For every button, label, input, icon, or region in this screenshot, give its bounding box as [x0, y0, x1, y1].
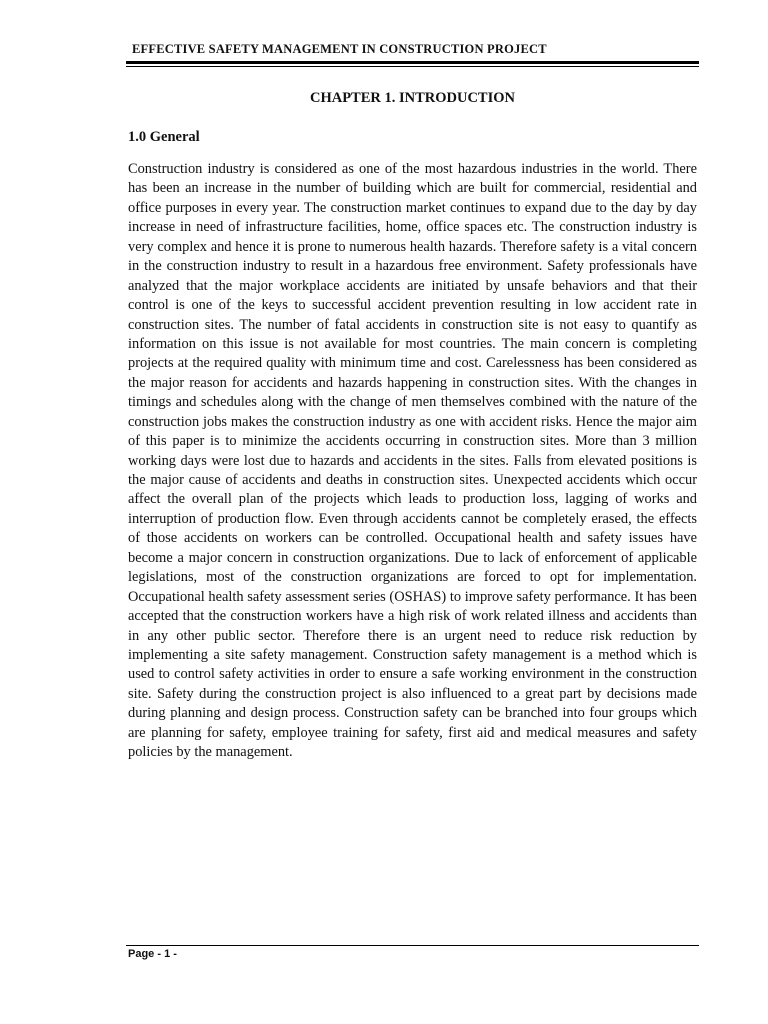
- header-rule-thin: [126, 66, 699, 67]
- body-paragraph: Construction industry is considered as one of the most hazardous industries in the world. There has been an increase in the number of building which are built for commercial, residential and office purposes in every year. The construction market continues to expand due to the day by day increase in need of infrastructure facilities, home, office spaces etc. The construction industry is very complex and hence it is prone to numerous health hazards. Therefore safety is a vital concern in the construction industry to result in a hazardous free environment. Safety professionals have analyzed that the major workplace accidents are initiated by unsafe behaviors and that their control is one of the keys to successful accident prevention resulting in low accident rate in construction sites. The number of fatal accidents in construction site is not easy to quantify as information on this issue is not available for most countries. The main concern is completing projects at the required quality with minimum time and cost. Carelessness has been considered as the major reason for accidents and hazards happening in construction sites. With the changes in timings and schedules along with the change of men themselves combined with the nature of the construction jobs makes the construction industry as one with accident risks. Hence the major aim of this paper is to minimize the accidents occurring in construction sites. More than 3 million working days were lost due to hazards and accidents in the sites. Falls from elevated positions is the major cause of accidents and deaths in construction sites. Unexpected accidents which occur affect the overall plan of the projects which leads to production loss, lagging of works and interruption of production flow. Even through accidents cannot be completely erased, the effects of those accidents on workers can be controlled. Occupational health and safety issues have become a major concern in construction organizations. Due to lack of enforcement of applicable legislations, most of the construction organizations are forced to opt for implementation. Occupational health safety assessment series (OSHAS) to improve safety performance. It has been accepted that the construction workers have a high risk of work related illness and accidents than in any other public sector. Therefore there is an urgent need to reduce risk reduction by implementing a site safety management. Construction safety management is a method which is used to control safety activities in order to ensure a safe working environment in the construction site. Safety during the construction project is also influenced to a great part by decisions made during planning and design process. Construction safety can be branched into four groups which are planning for safety, employee training for safety, first aid and medical measures and safety policies by the management.: [128, 161, 697, 761]
- chapter-title: CHAPTER 1. INTRODUCTION: [309, 90, 516, 106]
- page-number: Page - 1 -: [128, 948, 177, 960]
- header-rule-thick: [126, 61, 699, 64]
- footer-rule: [126, 945, 699, 946]
- section-heading: 1.0 General: [128, 129, 200, 145]
- running-header-title: EFFECTIVE SAFETY MANAGEMENT IN CONSTRUCTION PROJECT: [132, 42, 547, 56]
